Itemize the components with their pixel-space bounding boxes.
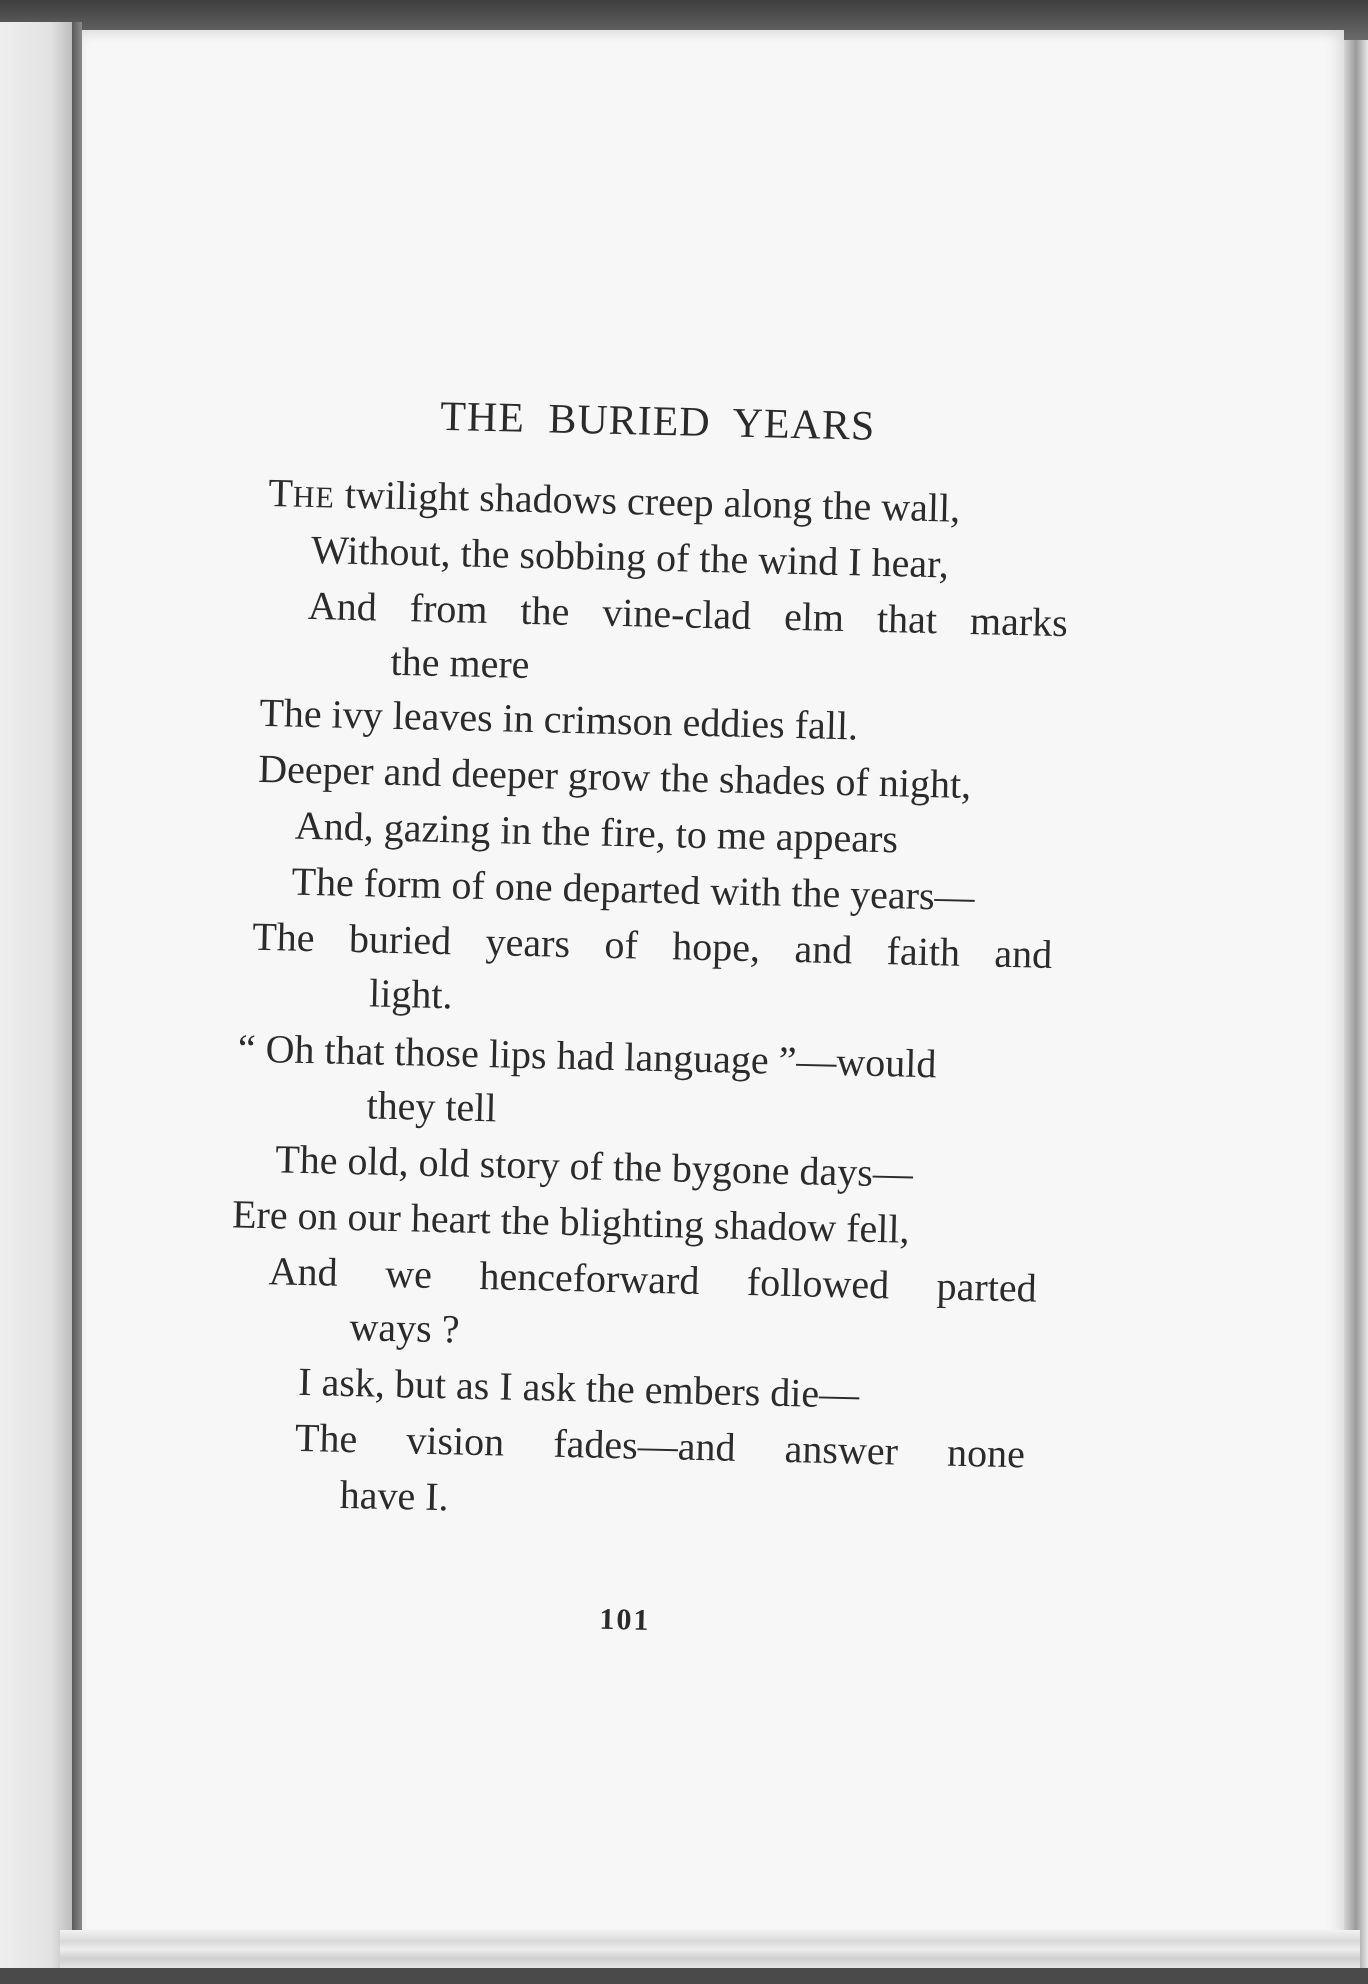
poem-line-1: [267, 470, 961, 531]
drop-initial: T: [267, 470, 294, 516]
poem-line-12-turnover: ways ?: [349, 1304, 461, 1352]
small-caps-word: HE: [292, 480, 336, 515]
poem-line-3-turnover: the mere: [390, 638, 530, 687]
poem-line-8: The buried years of hope, and faith and: [251, 913, 1053, 977]
poem-title: THE BURIED YEARS: [439, 393, 876, 450]
poem-line-14: The vision fades—and answer none: [294, 1414, 1026, 1477]
poem-line-9: “ Oh that those lips had language ”—would: [237, 1025, 937, 1087]
poem-line-11: Ere on our heart the blighting shadow fell,: [231, 1191, 911, 1252]
poem-line-3: And from the vine-clad elm that marks: [307, 582, 1069, 646]
poem-line-2: Without, the sobbing of the wind I hear,: [310, 526, 950, 587]
poem-line-6: And, gazing in the fire, to me appears: [294, 802, 899, 862]
page-number: 101: [599, 1602, 651, 1637]
poem-line-5: Deeper and deeper grow the shades of night,: [257, 745, 972, 808]
poem-line-10: The old, old story of the bygone days—: [274, 1136, 914, 1196]
poem-line-9-turnover: they tell: [366, 1082, 498, 1131]
poem-line-14-turnover: have I.: [339, 1471, 450, 1520]
first-line-text: twilight shadows creep along the wall,: [334, 471, 961, 531]
poem-line-13: I ask, but as I ask the embers die—: [297, 1358, 860, 1417]
poem-line-8-turnover: light.: [368, 970, 454, 1018]
poem-line-12: And we henceforward followed parted: [268, 1248, 1038, 1311]
poem-line-4: The ivy leaves in crimson eddies fall.: [259, 689, 859, 749]
poem-line-7: The form of one departed with the years—: [291, 858, 976, 920]
